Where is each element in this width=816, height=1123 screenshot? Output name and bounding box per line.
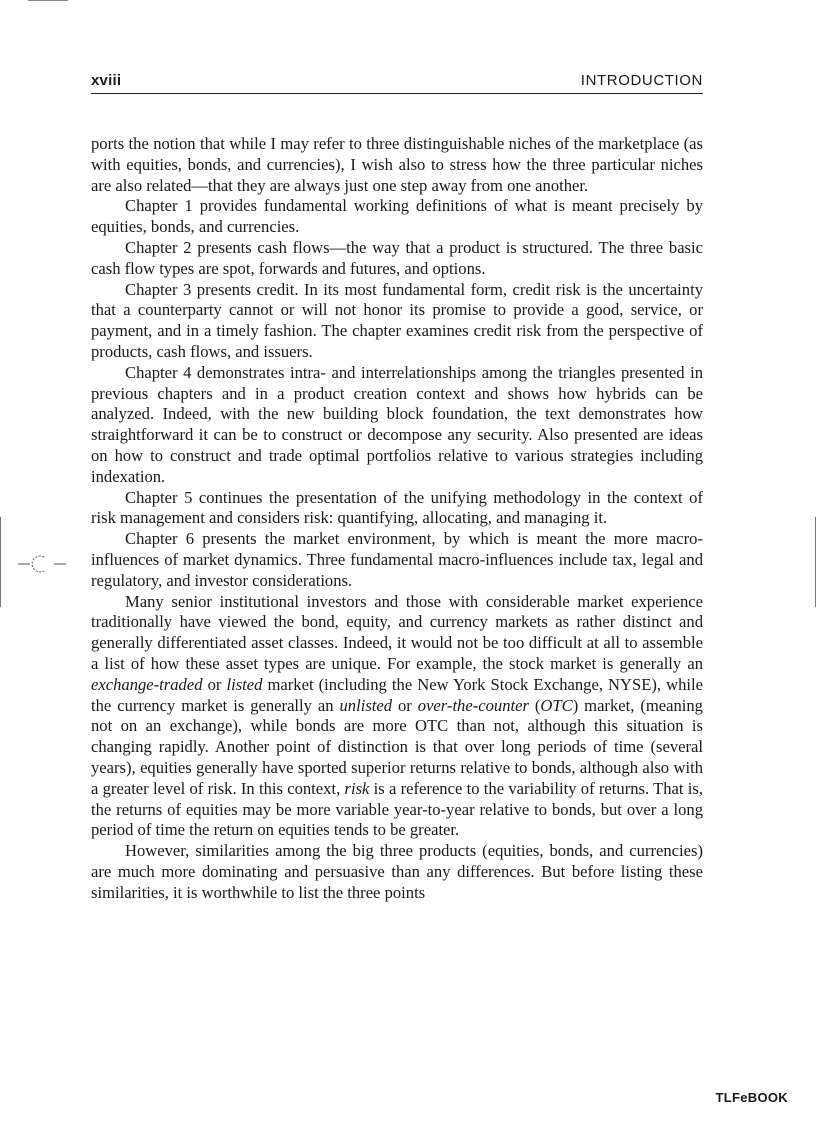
running-head: INTRODUCTION [580,72,703,89]
paragraph [91,134,703,196]
crop-mark-top [28,0,68,1]
footer-watermark: TLFeBOOK [715,1090,788,1105]
paragraph [91,841,703,903]
registration-mark-icon [18,553,66,575]
italic-term: exchange-traded [91,674,203,694]
paragraph [91,238,703,280]
text-run: Many senior institutional investors and those with considerable market experience traditionally have viewed the bond, equity, and currency markets as rather distinct and generally differentiated asset classes. Indeed, it would not be too difficult at all to assemble a list of how these asset types are unique. For example, the stock market is generally an [91,591,703,673]
page-header [91,70,703,94]
text-run: Chapter 2 presents cash flows—the way that a product is structured. The three basic cash flow types are spot, forwards and futures, and options. [91,237,703,278]
text-run: Chapter 1 provides fundamental working definitions of what is meant precisely by equities, bonds, and currencies. [91,196,703,237]
paragraph [91,196,703,238]
italic-term: OTC [540,695,573,715]
text-run: Chapter 5 continues the presentation of the unifying methodology in the context of risk management and considers risk: quantifying, allocating, and managing it. [91,487,703,528]
body-text [91,134,703,903]
text-run: Chapter 4 demonstrates intra- and interrelationships among the triangles presented in previous chapters and in a product creation context and shows how hybrids can be analyzed. Indeed, with the new building block foundation, the text demonstrates how straightforward it can be to construct or decompose any security. Also presented are ideas on how to construct and trade optimal portfolios relative to various strategies including indexation. [91,362,703,486]
margin-rule-left [0,517,1,607]
page-number: xviii [91,72,122,89]
text-run: market (including the New York Stock Exchange, NYSE), while the currency market is generally an [91,674,703,715]
text-run: Chapter 3 presents credit. In its most fundamental form, credit risk is the uncertainty that a counterparty cannot or will not honor its promise to provide a good, service, or payment, and in a timely fashion. The chapter examines credit risk from the perspective of products, cash flows, and issuers. [91,279,703,361]
text-run: Chapter 6 presents the market environment, by which is meant the more macro-influences of market dynamics. Three fundamental macro-influences include tax, legal and regulatory, and investor considerations. [91,529,703,590]
text-run: or [392,695,418,715]
text-run: is a reference to the variability of returns. That is, the returns of equities may be more variable year-to-year relative to bonds, but over a long period of time the return on equities tends to be greater. [91,778,703,840]
italic-term: listed [226,674,263,694]
paragraph [91,363,703,488]
text-run: or [202,674,227,694]
paragraph [91,488,703,530]
italic-term: risk [344,778,370,798]
paragraph [91,280,703,363]
text-run: However, similarities among the big three products (equities, bonds, and currencies) are much more dominating and persuasive than any differences. But before listing these similarities, it is worthwhile to list the three points [91,841,703,902]
text-run: ( [528,695,541,715]
paragraph [91,592,703,842]
paragraph [91,529,703,591]
italic-term: unlisted [339,695,393,715]
italic-term: over-the-counter [417,695,529,715]
text-run: ) market, (meaning not on an exchange), while bonds are more OTC than not, although this situation is changing rapidly. Another point of distinction is that over long periods of time (several years), equities generally have sported superior returns relative to bonds, although also with a greater level of risk. In this context, [91,695,703,798]
text-run: ports the notion that while I may refer to three distinguishable niches of the marketplace (as with equities, bonds, and currencies), I wish also to stress how the three particular niches are also related—that they are always just one step away from one another. [91,134,703,195]
